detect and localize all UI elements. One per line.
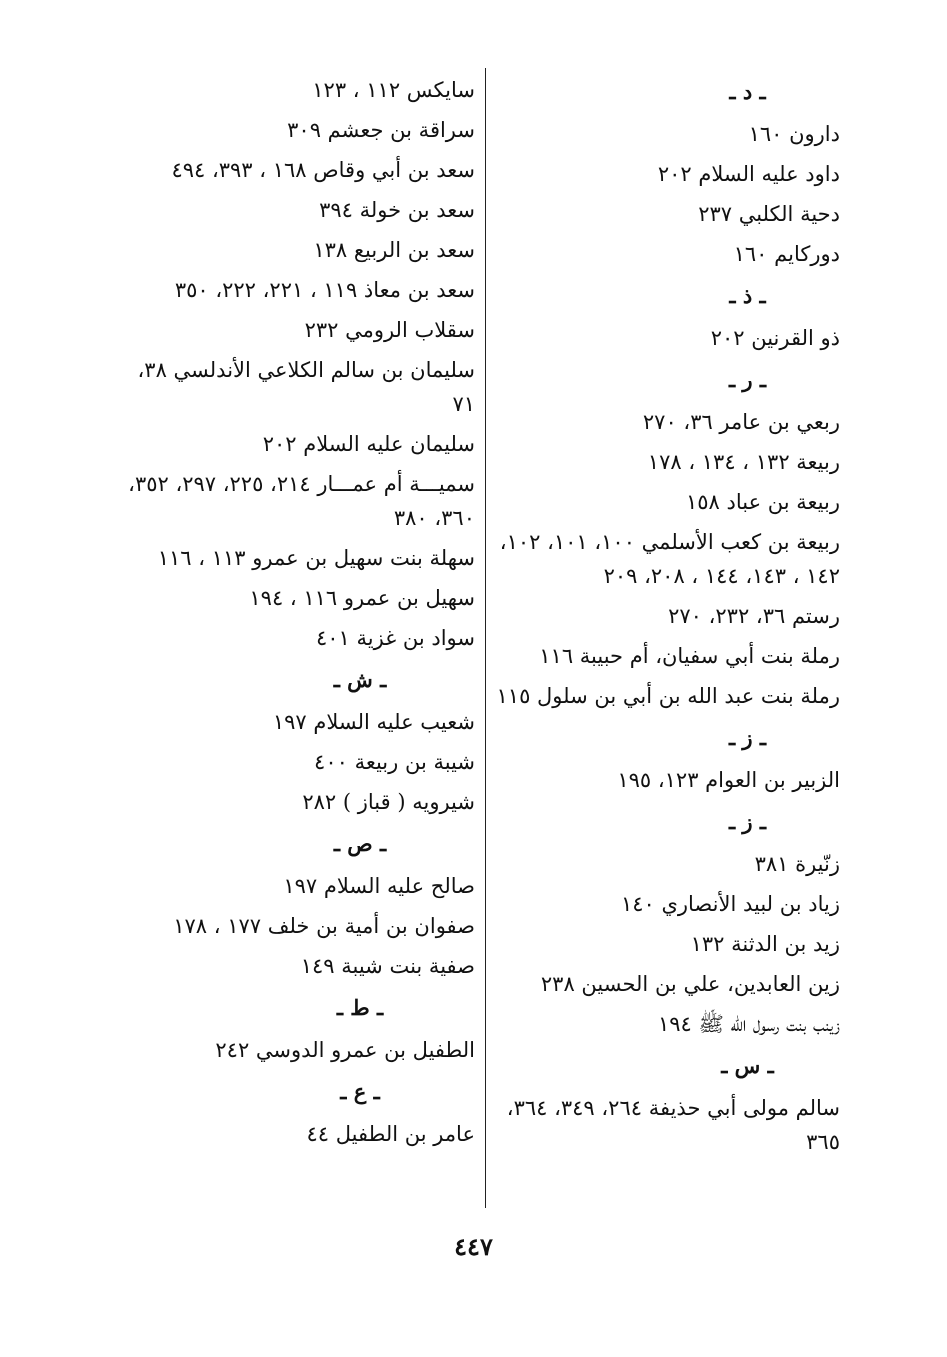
- index-column-right: [495, 70, 840, 1162]
- section-heading: ـ ذ ـ: [729, 283, 766, 308]
- index-column-left: [125, 70, 475, 1154]
- index-entry: زيد بن الدثنة ١٣٢: [690, 932, 840, 956]
- index-entry: ذو القرنين ٢٠٢: [710, 326, 840, 350]
- index-entry: سهلة بنت سهيل بن عمرو ١١٣ ، ١١٦: [157, 546, 475, 570]
- section-heading: ـ د ـ: [729, 79, 766, 104]
- index-entry: رستم ٣٦، ٢٣٢، ٢٧٠: [668, 604, 840, 628]
- index-entry: سالم مولى أبي حذيفة ٢٦٤، ٣٤٩، ٣٦٤، ٣٦٥: [506, 1096, 840, 1154]
- index-entry: ربعي بن عامر ٣٦، ٢٧٠: [642, 410, 840, 434]
- index-entry: صالح عليه السلام ١٩٧: [283, 874, 475, 898]
- index-entry: سايكس ١١٢ ، ١٢٣: [312, 78, 475, 102]
- index-entry: رملة بنت أبي سفيان، أم حبيبة ١١٦: [539, 644, 840, 668]
- page-number: ٤٤٧: [454, 1232, 493, 1261]
- section-heading: ـ ص ـ: [333, 831, 387, 856]
- index-entry: سعد بن معاذ ١١٩ ، ٢٢١، ٢٢٢، ٣٥٠: [174, 278, 475, 302]
- index-entry: دحية الكلبي ٢٣٧: [698, 202, 840, 226]
- index-entry: سعد بن خولة ٣٩٤: [319, 198, 475, 222]
- index-entry: دوركايم ١٦٠: [733, 242, 840, 266]
- index-entry: سراقة بن جعشم ٣٠٩: [287, 118, 475, 142]
- column-divider: [485, 68, 486, 1208]
- index-entry: شعيب عليه السلام ١٩٧: [272, 710, 475, 734]
- section-heading: ـ ز ـ: [728, 725, 767, 750]
- index-entry: سقلاب الرومي ٢٣٢: [304, 318, 475, 342]
- index-entry: سميـــة أم عمـــار ٢١٤، ٢٢٥، ٢٩٧، ٣٥٢، ٣٦٠، ٣٨٠: [128, 472, 475, 530]
- index-entry: سعد بن الربيع ١٣٨: [313, 238, 475, 262]
- index-entry: صفوان بن أمية بن خلف ١٧٧ ، ١٧٨: [173, 914, 475, 938]
- index-entry: الطفيل بن عمرو الدوسي ٢٤٢: [215, 1038, 475, 1062]
- section-heading: ـ ع ـ: [340, 1079, 380, 1104]
- index-entry: شيرويه ( قباز ) ٢٨٢: [302, 790, 475, 814]
- index-entry: زينب بنت رسول الله ﷺ ١٩٤: [657, 1012, 840, 1036]
- index-entry: ربيعة ١٣٢ ، ١٣٤ ، ١٧٨: [647, 450, 840, 474]
- index-entry: رملة بنت عبد الله بن أبي بن سلول ١١٥: [496, 684, 840, 708]
- index-entry: ربيعة بن كعب الأسلمي ١٠٠، ١٠١، ١٠٢، ١٤٢ ، ١٤٣، ١٤٤ ، ٢٠٨، ٢٠٩: [499, 530, 840, 588]
- index-entry: دارون ١٦٠: [748, 122, 840, 146]
- index-entry: زنّيرة ٣٨١: [754, 852, 840, 876]
- index-entry: سليمان عليه السلام ٢٠٢: [262, 432, 475, 456]
- index-entry: داود عليه السلام ٢٠٢: [657, 162, 840, 186]
- section-heading: ـ س ـ: [721, 1053, 774, 1078]
- index-entry: الزبير بن العوام ١٢٣، ١٩٥: [617, 768, 840, 792]
- index-entry: سهيل بن عمرو ١١٦ ، ١٩٤: [249, 586, 475, 610]
- index-entry: ربيعة بن عباد ١٥٨: [685, 490, 840, 514]
- index-entry: زين العابدين، علي بن الحسين ٢٣٨: [540, 972, 840, 996]
- section-heading: ـ ش ـ: [333, 667, 387, 692]
- index-entry: صفية بنت شيبة ١٤٩: [300, 954, 475, 978]
- index-entry: عامر بن الطفيل ٤٤: [306, 1122, 475, 1146]
- index-entry: زياد بن لبيد الأنصاري ١٤٠: [620, 892, 840, 916]
- section-heading: ـ ز ـ: [728, 809, 767, 834]
- section-heading: ـ ط ـ: [336, 995, 384, 1020]
- index-entry: سواد بن غزية ٤٠١: [315, 626, 475, 650]
- section-heading: ـ ر ـ: [728, 367, 767, 392]
- index-entry: شيبة بن ربيعة ٤٠٠: [314, 750, 475, 774]
- index-entry: سليمان بن سالم الكلاعي الأندلسي ٣٨، ٧١: [137, 358, 475, 416]
- index-entry: سعد بن أبي وقاص ١٦٨ ، ٣٩٣، ٤٩٤: [171, 158, 475, 182]
